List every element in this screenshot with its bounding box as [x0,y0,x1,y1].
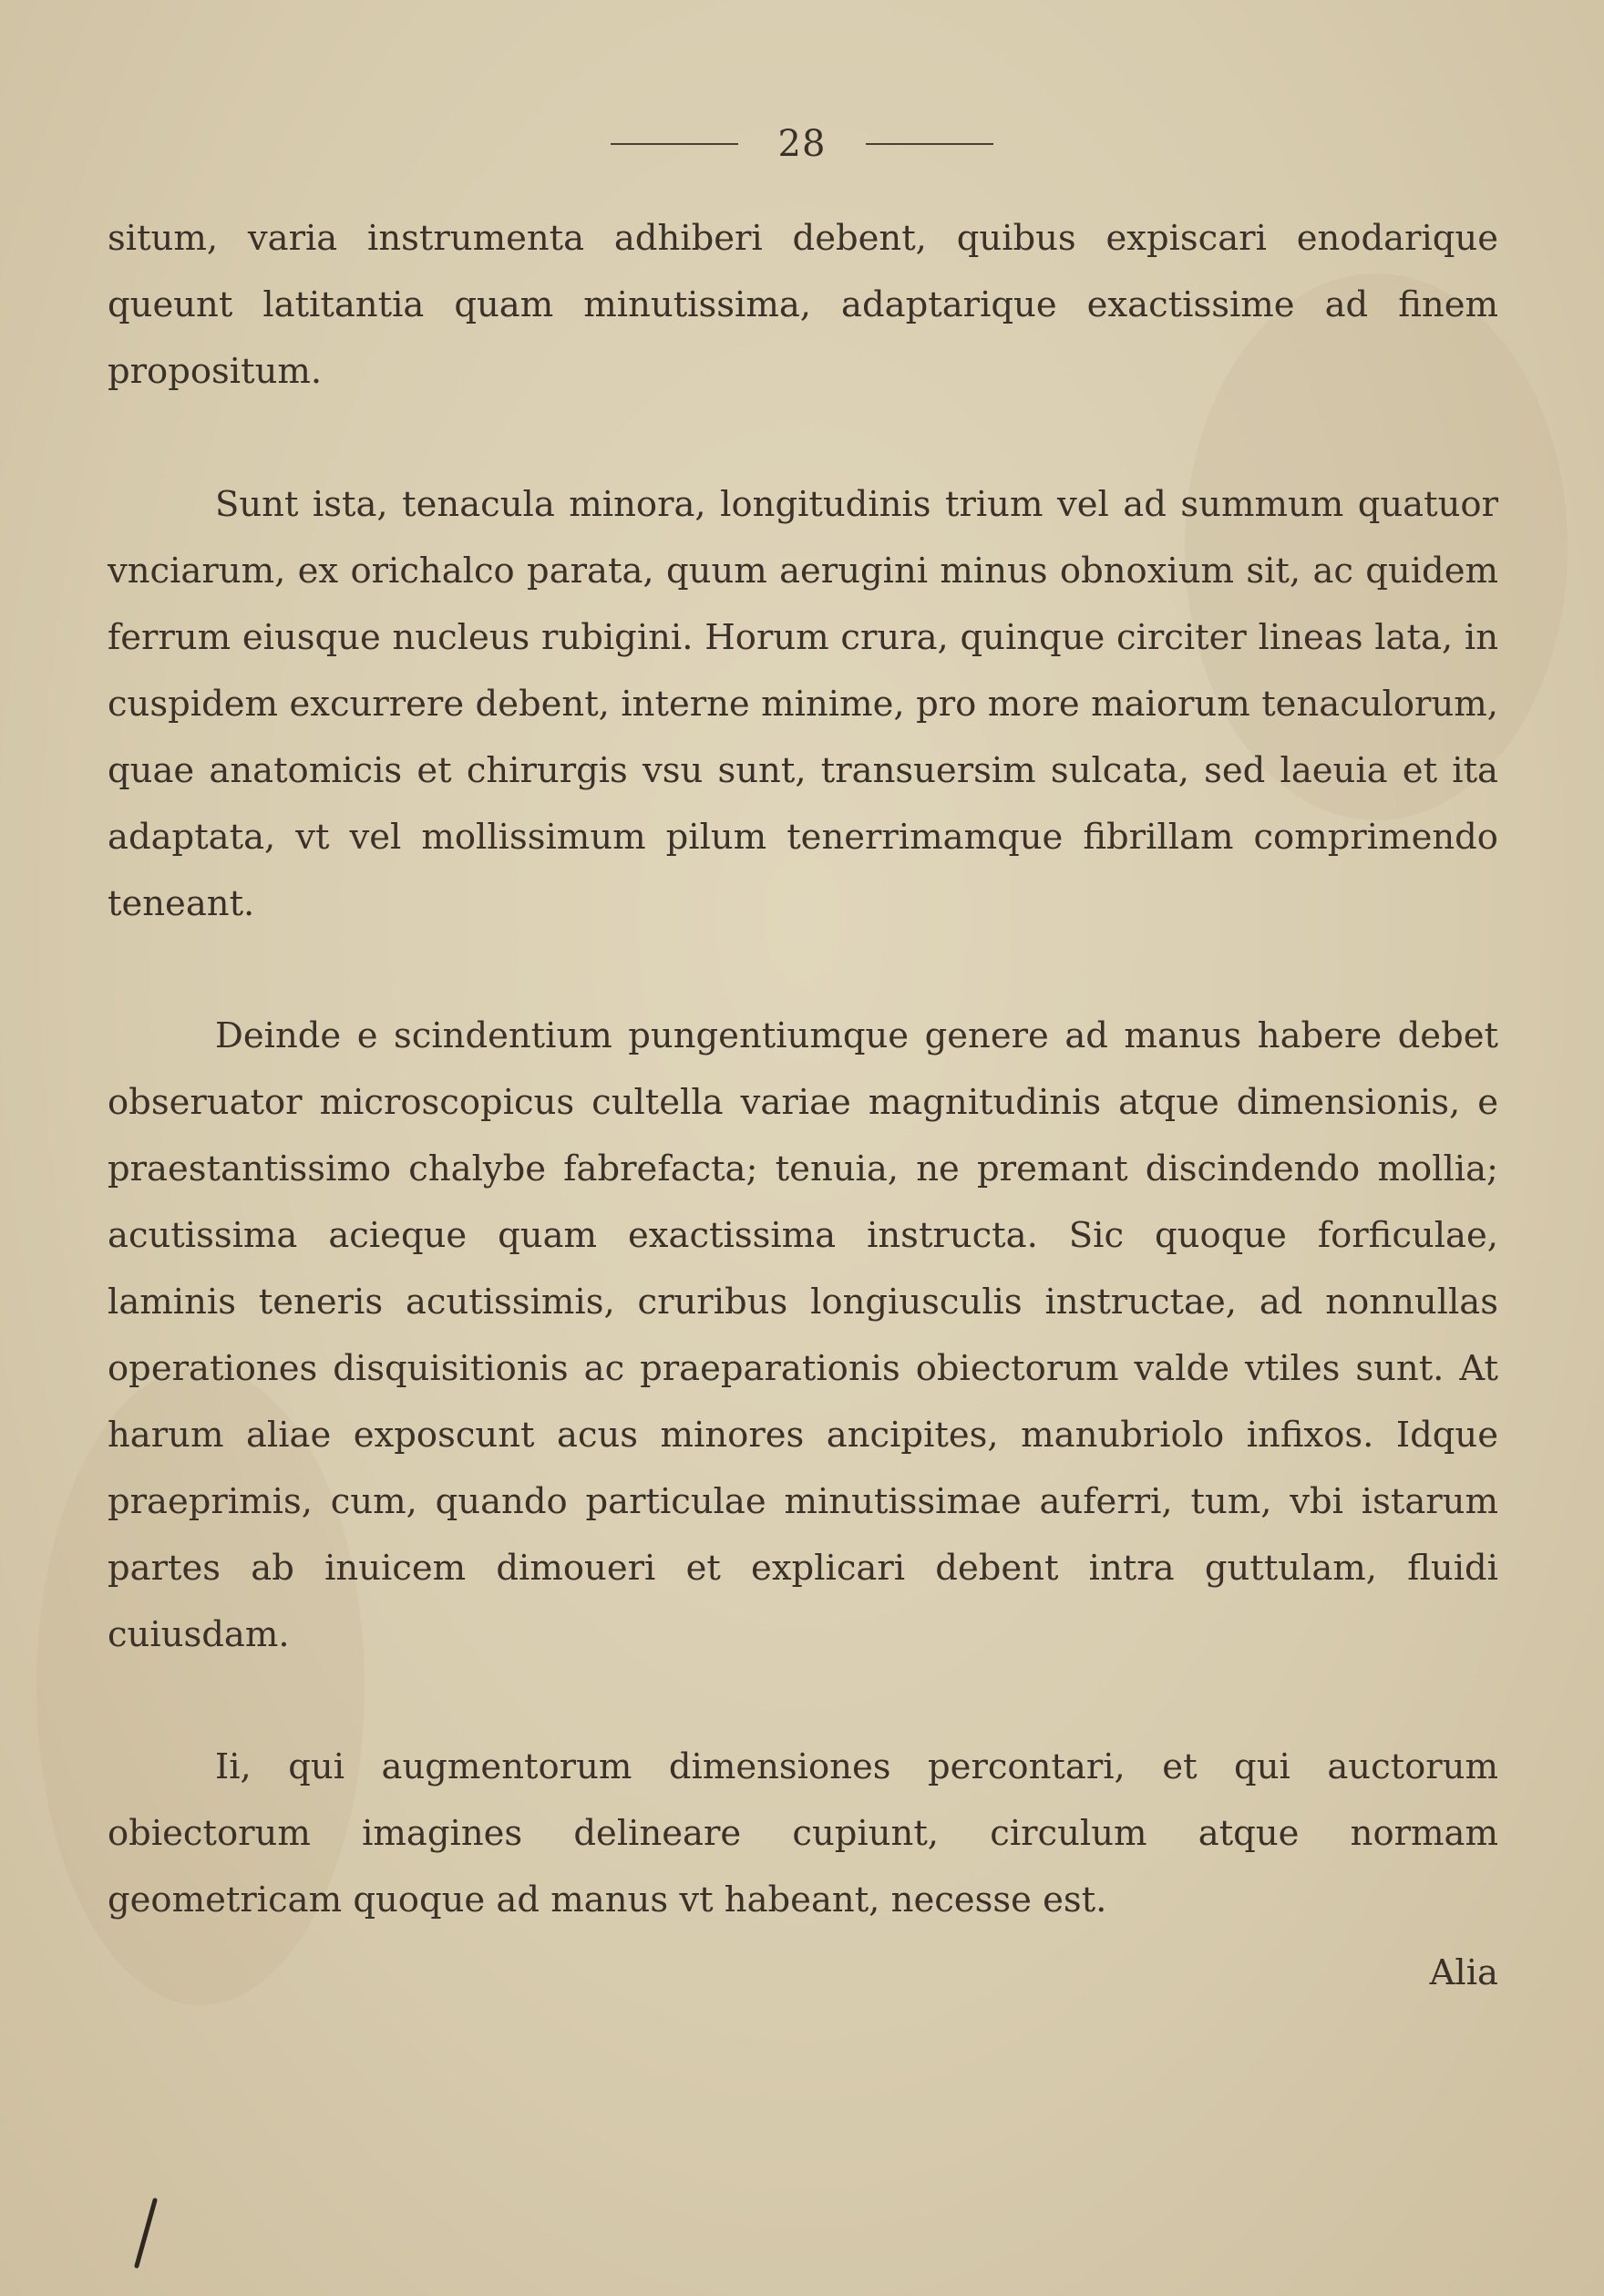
paragraph-text: Ii, qui augmentorum dimensiones percontari, et qui auctorum obiectorum imagines delineare cupiunt, circulum atque normam geometricam quoque ad manus vt habeant, necesse est. [108,1746,1498,1920]
paragraph-circulum [108,1734,1498,1933]
page-number: 28 [777,123,827,165]
paragraph-tenacula [108,471,1498,937]
page-header [0,117,1604,171]
paragraph-continuation [108,205,1498,405]
paragraph-text: Sunt ista, tenacula minora, longitudinis trium vel ad summum quatuor vnciarum, ex orichalco parata, quum aerugini minus obnoxium sit, ac quidem ferrum eiusque nucleus rubigini. Horum crura, quinque circiter lineas lata, in cuspidem excurrere debent, interne minime, pro more maiorum tenaculorum, quae anatomicis et chirurgis vsu sunt, transuersim sulcata, sed laeuia et ita adaptata, vt vel mollissimum pilum tenerrimamque fibrillam comprimendo teneant. [108,484,1498,924]
pen-stroke-mark [128,2197,164,2270]
paragraph-text: Deinde e scindentium pungentiumque genere ad manus habere debet obseruator microscopicus cultella variae magnitudinis atque dimensionis, e praestantissimo chalybe fabrefacta; tenuia, ne premant discindendo mollia; acutissima acieque quam exactissima instructa. Sic quoque forficulae, laminis teneris acutissimis, cruribus longiusculis instructae, ad nonnullas operationes disquisitionis ac praeparationis obiectorum valde vtiles sunt. At harum aliae exposcunt acus minores ancipites, manubriolo infixos. Idque praeprimis, cum, quando particulae minutissimae auferri, tum, vbi istarum partes ab inuicem dimoueri et explicari debent intra guttulam, fluidi cuiusdam. [108,1015,1498,1655]
header-rule-right [866,143,993,145]
header-rule-left [611,143,738,145]
paragraph-cultella [108,1003,1498,1668]
paragraph-text: situm, varia instrumenta adhiberi debent, quibus expiscari enodarique queunt latitantia quam minutissima, adaptarique exactissime ad finem propositum. [108,218,1498,392]
catchword: Alia [1429,1952,1498,1993]
